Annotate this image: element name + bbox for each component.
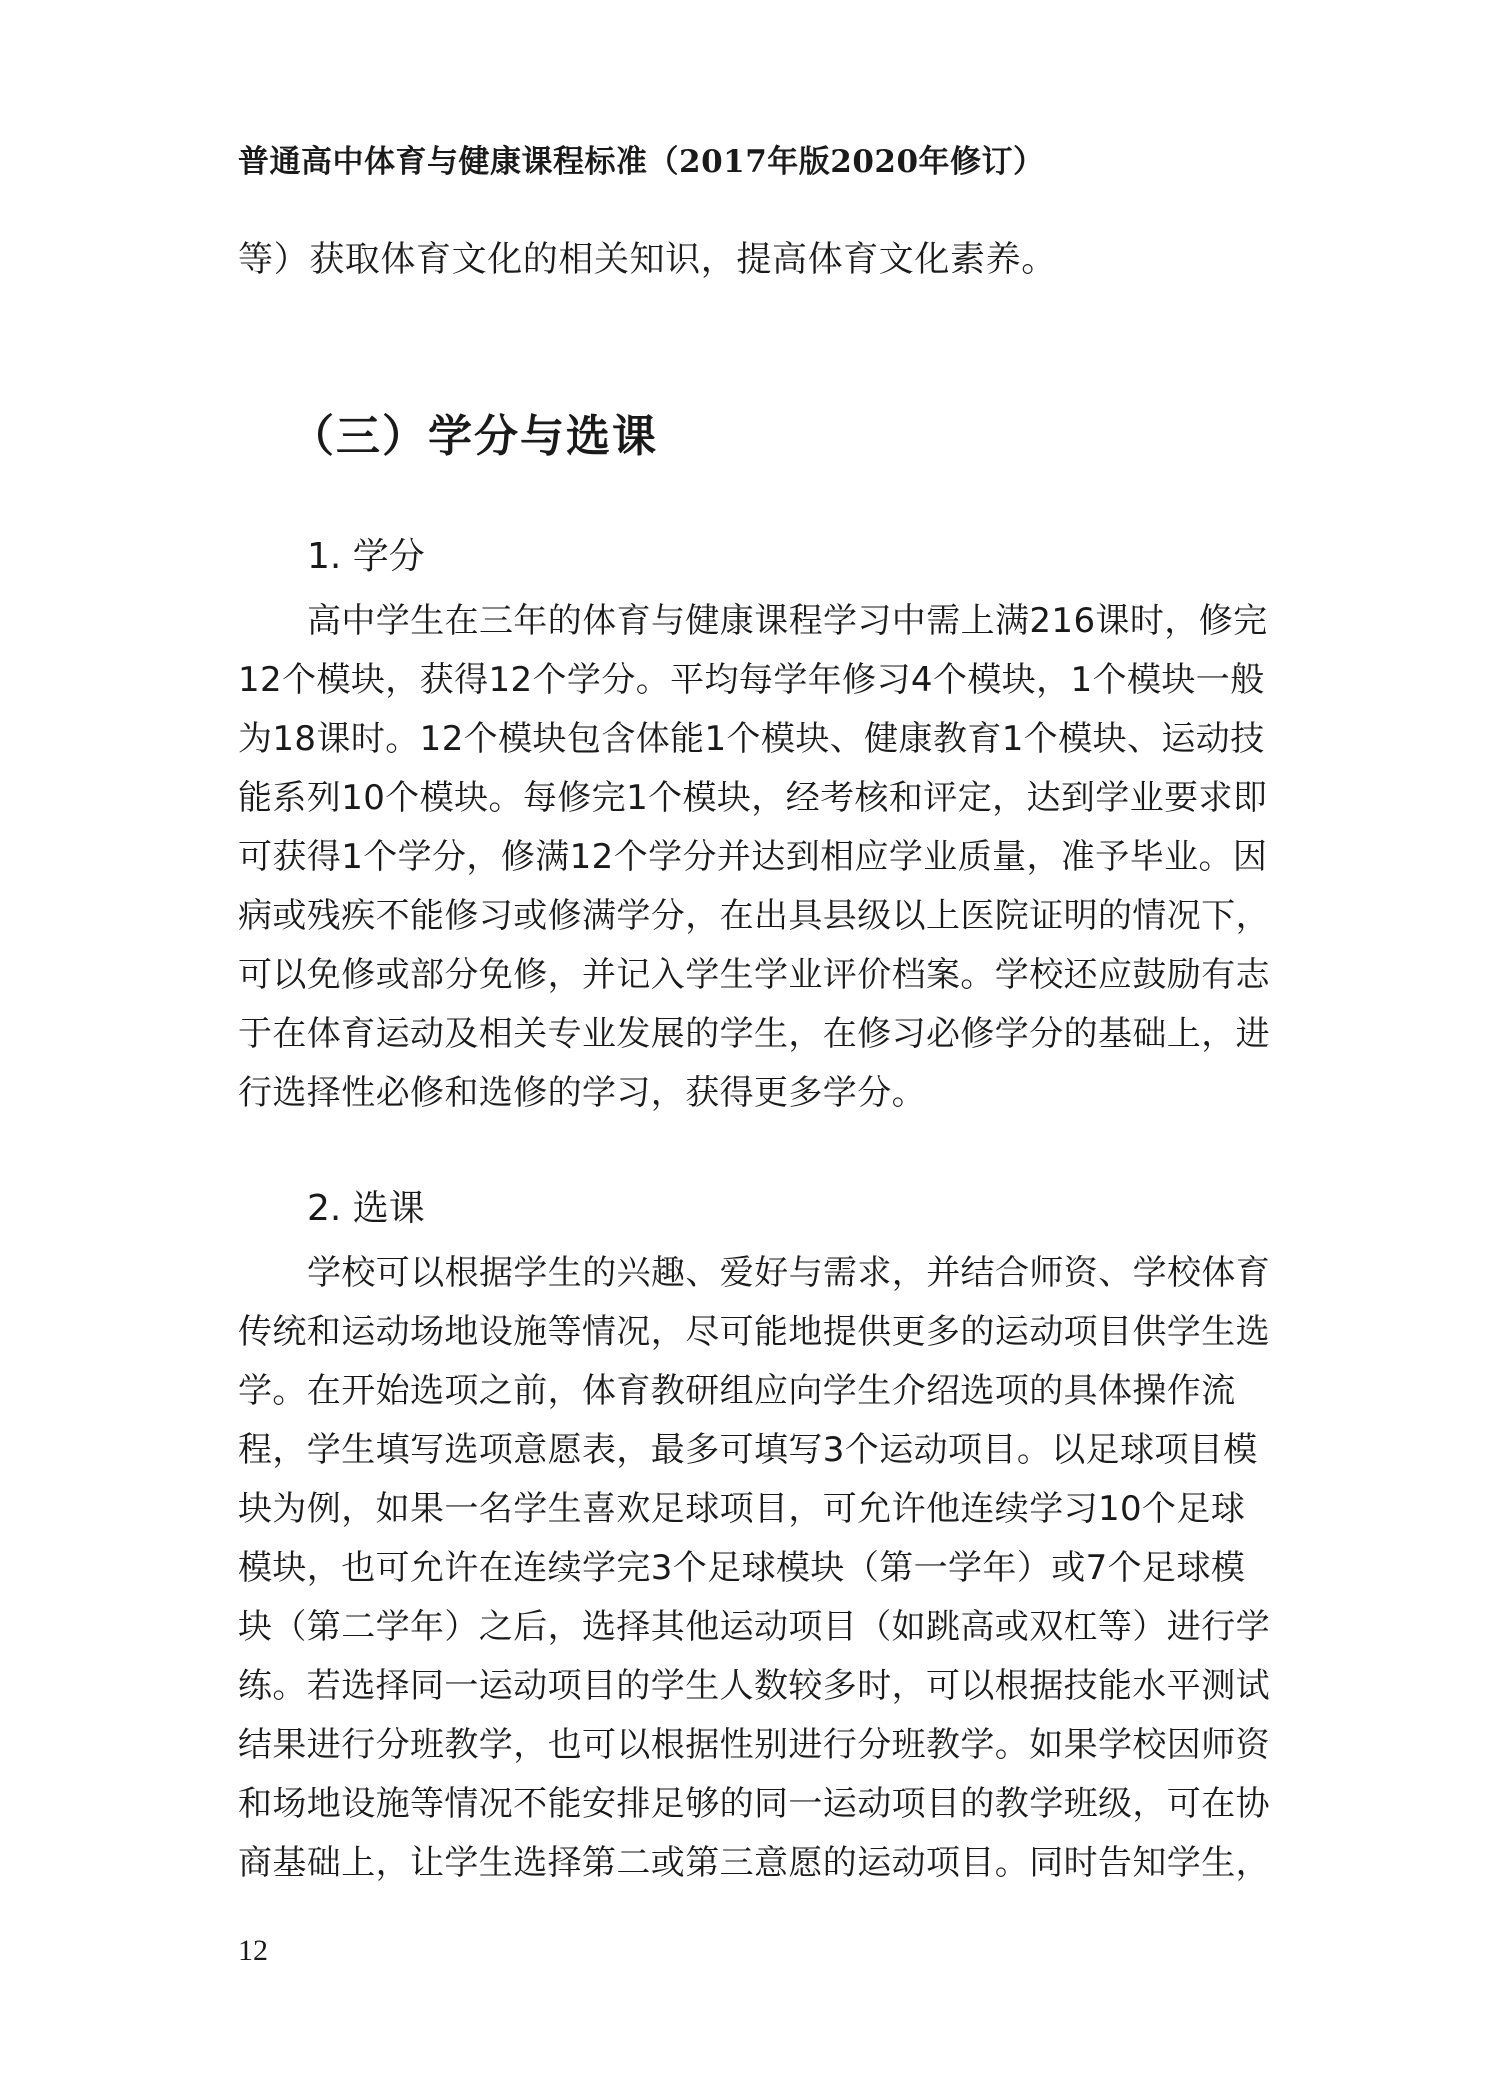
paragraph-line: 结果进行分班教学，也可以根据性别进行分班教学。如果学校因师资: [238, 1725, 1270, 1765]
paragraph-line: 12个模块，获得12个学分。平均每学年修习4个模块，1个模块一般: [238, 660, 1265, 700]
subsection-heading-course-selection: 2. 选课: [307, 1188, 425, 1229]
paragraph-line: 模块，也可允许在连续学完3个足球模块（第一学年）或7个足球模: [238, 1548, 1246, 1588]
paragraph-line: 学校可以根据学生的兴趣、爱好与需求，并结合师资、学校体育: [307, 1253, 1271, 1293]
paragraph-credits: [238, 592, 1270, 1123]
section-title: （三）学分与选课: [290, 411, 658, 462]
paragraph-line: 为18课时。12个模块包含体能1个模块、健康教育1个模块、运动技: [238, 719, 1265, 759]
paragraph-course-selection: [238, 1244, 1271, 1893]
paragraph-line: 可获得1个学分，修满12个学分并达到相应学业质量，准予毕业。因: [238, 837, 1268, 877]
page-number: 12: [238, 1934, 268, 1967]
running-header: 普通高中体育与健康课程标准（2017年版2020年修订）: [238, 144, 1045, 180]
subsection-heading-credits: 1. 学分: [307, 536, 425, 577]
paragraph-line: 病或残疾不能修习或修满学分，在出具县级以上医院证明的情况下，: [238, 896, 1270, 936]
continuation-line: 等）获取体育文化的相关知识，提高体育文化素养。: [238, 240, 1057, 280]
paragraph-line: 高中学生在三年的体育与健康课程学习中需上满216课时，修完: [307, 601, 1268, 641]
paragraph-line: 块为例，如果一名学生喜欢足球项目，可允许他连续学习10个足球: [238, 1489, 1246, 1529]
paragraph-line: 行选择性必修和选修的学习，获得更多学分。: [238, 1073, 926, 1113]
paragraph-line: 于在体育运动及相关专业发展的学生，在修习必修学分的基础上，进: [238, 1014, 1270, 1054]
paragraph-line: 可以免修或部分免修，并记入学生学业评价档案。学校还应鼓励有志: [238, 955, 1270, 995]
paragraph-line: 块（第二学年）之后，选择其他运动项目（如跳高或双杠等）进行学: [238, 1607, 1270, 1647]
paragraph-line: 商基础上，让学生选择第二或第三意愿的运动项目。同时告知学生，: [238, 1843, 1270, 1883]
paragraph-line: 和场地设施等情况不能安排足够的同一运动项目的教学班级，可在协: [238, 1784, 1270, 1824]
paragraph-line: 练。若选择同一运动项目的学生人数较多时，可以根据技能水平测试: [238, 1666, 1270, 1706]
paragraph-line: 能系列10个模块。每修完1个模块，经考核和评定，达到学业要求即: [238, 778, 1268, 818]
paragraph-line: 程，学生填写选项意愿表，最多可填写3个运动项目。以足球项目模: [238, 1430, 1258, 1470]
paragraph-line: 传统和运动场地设施等情况，尽可能地提供更多的运动项目供学生选: [238, 1312, 1270, 1352]
paragraph-line: 学。在开始选项之前，体育教研组应向学生介绍选项的具体操作流: [238, 1371, 1236, 1411]
